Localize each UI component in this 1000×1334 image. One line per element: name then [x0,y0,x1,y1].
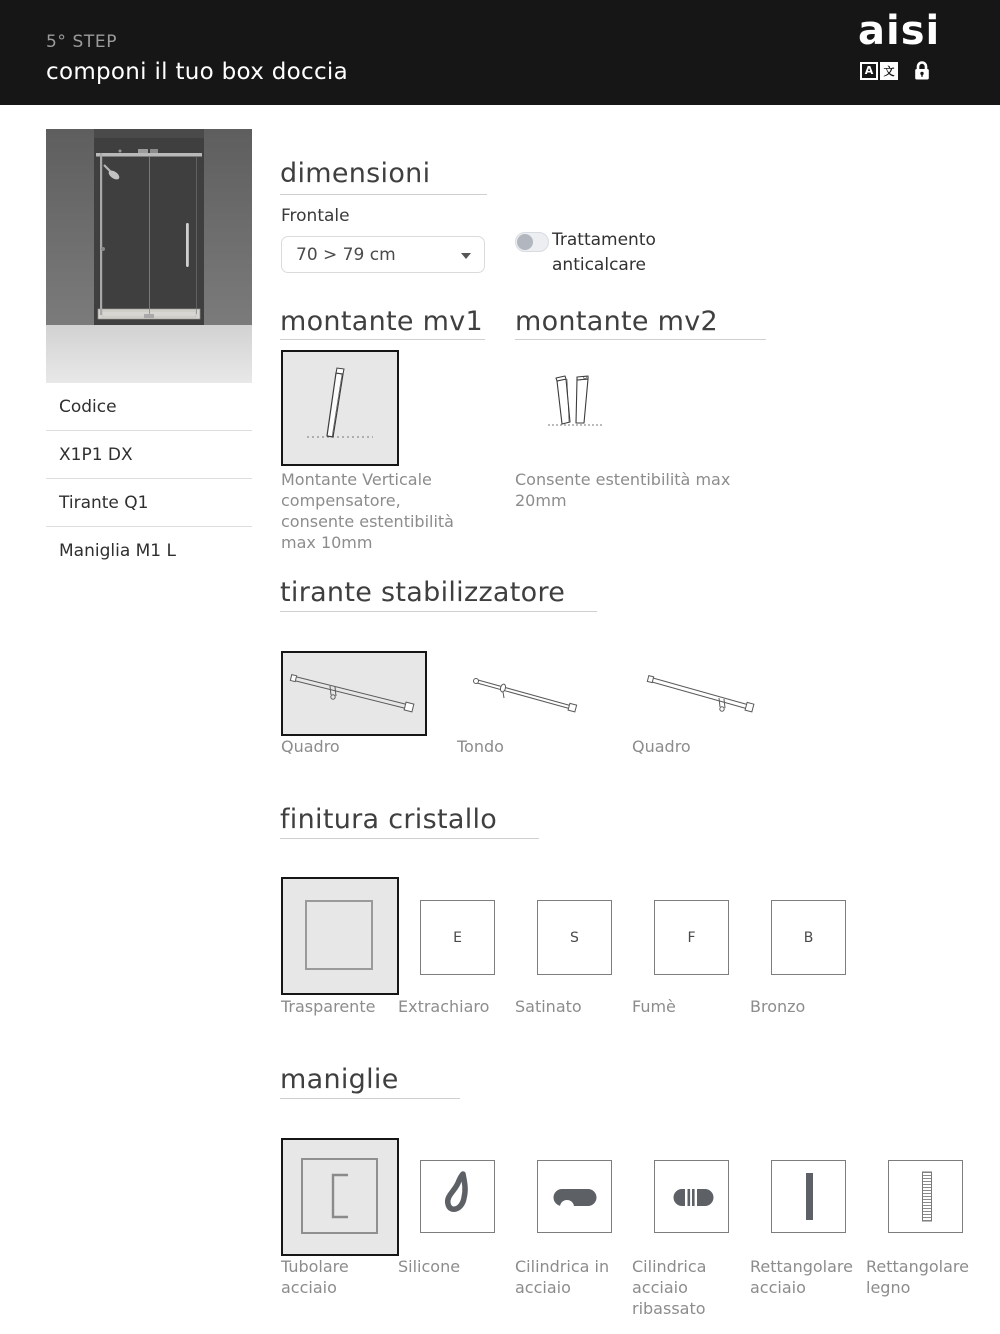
section-rule [280,194,487,195]
option-montante-mv1[interactable] [281,350,399,466]
option-maniglia-rettangolare-acciaio[interactable] [771,1160,846,1233]
section-title-tirante: tirante stabilizzatore [280,577,566,608]
lock-icon[interactable] [913,60,931,81]
section-title-finitura: finitura cristallo [280,804,498,835]
rettangolare-acciaio-handle-icon [773,1162,844,1231]
step-label: 5° STEP [46,32,118,52]
tubolare-handle-icon [301,1158,378,1234]
section-title-maniglie: maniglie [280,1064,399,1095]
option-tirante-quadro-1[interactable] [281,651,427,736]
section-rule [515,339,766,340]
section-title-montante-mv2: montante mv2 [515,306,719,337]
cilindrica-handle-icon [539,1162,610,1231]
option-caption-trasparente: Trasparente [281,997,376,1016]
option-caption-tubolare: Tubolare acciaio [281,1257,349,1297]
section-rule [280,838,539,839]
option-caption-tirante-quadro-1: Quadro [281,737,340,756]
tirante-quadro2-drawing [643,665,758,722]
option-caption-cilindrica-ribassata: Cilindrica acciaio ribassato [632,1257,707,1318]
option-caption-cilindrica: Cilindrica in acciaio [515,1257,610,1297]
cilindrica-ribassata-handle-icon [656,1162,727,1231]
section-title-dimensioni: dimensioni [280,158,431,189]
option-finitura-satinato[interactable] [537,900,612,975]
option-caption-satinato: Satinato [515,997,582,1016]
option-maniglia-cilindrica[interactable] [537,1160,612,1233]
translate-char-box: 文 [880,62,898,80]
app-header [0,0,1000,105]
section-title-montante-mv1: montante mv1 [280,306,484,337]
tirante-quadro-drawing [283,653,425,734]
rettangolare-legno-handle-icon [890,1162,961,1231]
option-caption-tirante-quadro-2: Quadro [632,737,691,756]
toggle-knob-icon [517,234,533,250]
page-title: componi il tuo box doccia [46,59,348,85]
option-tirante-tondo[interactable] [468,665,588,725]
section-rule [280,1098,460,1099]
montante-mv1-caption: Montante Verticale compensatore, consente estentibilità max 10mm [281,470,454,552]
montante-mv2-caption: Consente estentibilità max 20mm [515,470,731,510]
translate-a-box: A [860,62,878,80]
summary-item-codice-value: X1P1 DX [46,431,252,479]
option-caption-silicone: Silicone [398,1257,461,1276]
silicone-handle-icon [422,1162,493,1231]
option-finitura-bronzo[interactable] [771,900,846,975]
finitura-letter: B [803,929,814,946]
option-finitura-fume[interactable] [654,900,729,975]
frontale-select[interactable] [281,236,485,273]
option-finitura-extrachiaro[interactable] [420,900,495,975]
summary-list [46,383,252,575]
option-maniglia-silicone[interactable] [420,1160,495,1233]
finitura-letter: F [687,929,696,946]
anticalcare-toggle[interactable] [515,232,549,252]
section-rule [280,339,485,340]
anticalcare-label: Trattamento anticalcare [552,230,656,275]
finitura-letter: S [570,929,579,946]
option-caption-rettangolare-legno: Rettangolare legno [866,1257,969,1297]
option-maniglia-tubolare[interactable] [281,1138,399,1256]
tirante-tondo-drawing [468,665,583,720]
product-preview-image [46,129,252,383]
section-rule [280,611,597,612]
option-caption-bronzo: Bronzo [750,997,806,1016]
option-caption-fume: Fumè [632,997,676,1016]
option-caption-rettangolare-acciaio: Rettangolare acciaio [750,1257,853,1297]
translate-icon[interactable] [860,62,898,80]
finitura-letter: E [453,929,462,946]
montante-mv1-drawing [283,352,397,464]
select-caret-icon [461,253,471,259]
summary-item-maniglia: Maniglia M1 L [59,541,176,561]
option-maniglia-cilindrica-ribassata[interactable] [654,1160,729,1233]
option-maniglia-rettangolare-legno[interactable] [888,1160,963,1233]
brand-logo: aisi [858,8,941,54]
summary-item-tirante: Tirante Q1 [46,479,252,527]
select-value: 70 > 79 cm [296,244,396,265]
option-montante-mv2[interactable] [542,374,612,436]
montante-mv2-drawing [542,374,606,432]
option-finitura-trasparente[interactable] [281,877,399,995]
trasparente-glass-icon [305,900,373,970]
option-caption-extrachiaro: Extrachiaro [398,997,490,1016]
option-caption-tirante-tondo: Tondo [457,737,504,756]
frontale-label: Frontale [281,206,350,226]
summary-item-codice: Codice [46,383,252,431]
option-tirante-quadro-2[interactable] [643,665,763,727]
